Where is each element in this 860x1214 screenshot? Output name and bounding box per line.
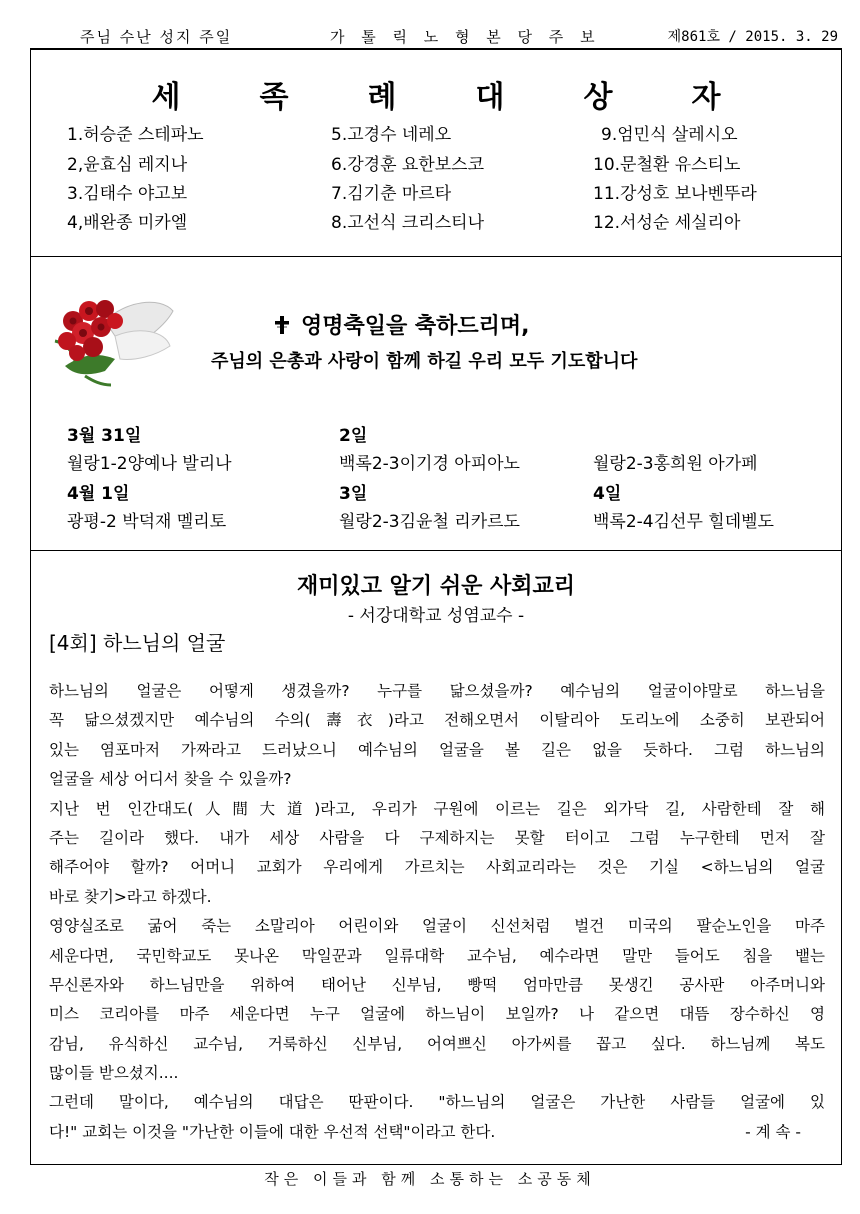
- text-line: [49, 1118, 825, 1147]
- feast-day-section: [30, 257, 842, 551]
- bulletin-footer: 작은 이들과 함께 소통하는 소공동체: [264, 1170, 596, 1188]
- title-char: 자: [691, 80, 721, 115]
- article-title: 재미있고 알기 쉬운 사회교리: [296, 573, 575, 599]
- feast-person: 백록2-3이기경 아피아노: [339, 454, 520, 474]
- foot-washing-section: [30, 48, 842, 257]
- article-author: - 서강대학교 성염교수 -: [347, 606, 525, 626]
- participant-name: 10.문철환 유스티노: [593, 155, 741, 175]
- text-line: 지난 번 인간대도(人間大道)라고, 우리가 구원에 이르는 길은 외가닥 길, 사람한테 잘 해: [49, 799, 825, 818]
- title-char: 족: [259, 80, 289, 115]
- text-line: 있는 염포마저 가짜라고 드러났으니 예수님의 얼굴을 볼 길은 없을 듯하다. 그럼 하느님의: [49, 740, 825, 759]
- title-char: 상: [583, 80, 613, 115]
- rose-bouquet-image: [45, 281, 177, 391]
- cross-icon: [271, 314, 293, 336]
- text-line-content: 다!" 교회는 이것을 "가난한 이들에 대한 우선적 선택"이라고 한다.: [49, 1122, 496, 1141]
- text-line: 해주어야 할까? 어머니 교회가 우리에게 가르치는 사회교리라는 것은 기실 <하느님의 얼굴: [49, 858, 825, 877]
- text-line: 영양실조로 굶어 죽는 소말리아 어린이와 얼굴이 신선처럼 벌건 미국의 팔순노인을 마주: [49, 917, 825, 936]
- text-line: 감님, 유식하신 교수님, 거룩하신 신부님, 어여쁘신 아가씨를 꼽고 싶다. 하느님께 복도: [49, 1034, 825, 1053]
- participant-name: 7.김기춘 마르타: [331, 184, 452, 204]
- article-heading: [4회] 하느님의 얼굴: [49, 631, 226, 655]
- participant-name: 8.고선식 크리스티나: [331, 213, 484, 233]
- article-paragraph: [49, 677, 825, 1147]
- title-char: 대: [475, 80, 505, 115]
- text-line: 주는 길이라 했다. 내가 세상 사람을 다 구제하지는 못할 터이고 그럼 누구한테 먼저 잘: [49, 828, 825, 847]
- text-line: 많이들 받으셨지....: [49, 1064, 179, 1083]
- text-line: 무신론자와 하느님만을 위하여 태어난 신부님, 빵떡 엄마만큼 못생긴 공사판 아주머니와: [49, 975, 825, 994]
- social-doctrine-article: [30, 551, 842, 1165]
- participant-name: 6.강경훈 요한보스코: [331, 155, 484, 175]
- feast-date: 4일: [593, 484, 622, 504]
- participant-name: 9.엄민식 살레시오: [601, 125, 738, 145]
- header-issue-date: 제861호 / 2015. 3. 29: [667, 29, 838, 45]
- feast-greeting-text: 영명축일을 축하드리며,: [301, 314, 530, 339]
- feast-date: 2일: [339, 426, 368, 446]
- participant-name: 5.고경수 네레오: [331, 125, 452, 145]
- feast-date: 3일: [339, 484, 368, 504]
- title-char: 세: [151, 80, 181, 115]
- participant-name: 11.강성호 보나벤뚜라: [593, 184, 757, 204]
- text-line: 꼭 닮으셨겠지만 예수님의 수의(壽衣)라고 전해오면서 이탈리아 도리노에 소중히 보관되어: [49, 711, 825, 730]
- header-parish-name: 가 톨 릭 노 형 본 당 주 보: [330, 28, 601, 46]
- text-line: 그런데 말이다, 예수님의 대답은 딴판이다. "하느님의 얼굴은 가난한 사람들 얼굴에 있: [49, 1093, 825, 1112]
- feast-person: 광평-2 박덕재 멜리토: [67, 512, 227, 532]
- participant-name: 4,배완종 미카엘: [67, 213, 188, 233]
- header-sunday-name: 주님 수난 성지 주일: [80, 28, 233, 46]
- participant-name: 1.허승준 스테파노: [67, 125, 204, 145]
- continued-marker: - 계 속 -: [745, 1122, 801, 1141]
- text-line: 바로 찾기>라고 하겠다.: [49, 887, 212, 906]
- participant-name: 3.김태수 야고보: [67, 184, 188, 204]
- participant-name: 12.서성순 세실리아: [593, 213, 741, 233]
- feast-prayer-line: 주님의 은총과 사랑이 함께 하길 우리 모두 기도합니다: [211, 351, 638, 372]
- feast-person: 백록2-4김선무 힐데벨도: [593, 512, 774, 532]
- participant-name: 2,윤효심 레지나: [67, 155, 188, 175]
- feast-date: 4월 1일: [67, 484, 130, 504]
- text-line: 미스 코리아를 마주 세운다면 누구 얼굴에 하느님이 보일까? 나 같으면 대뜸 장수하신 영: [49, 1005, 825, 1024]
- feast-person: 월랑2-3홍희원 아가페: [593, 454, 758, 474]
- section-title: [31, 72, 841, 116]
- title-char: 례: [367, 80, 397, 115]
- feast-date: 3월 31일: [67, 426, 142, 446]
- feast-person: 월랑2-3김윤철 리카르도: [339, 512, 520, 532]
- feast-greeting-line: [271, 309, 530, 340]
- text-line: 세운다면, 국민학교도 못나온 막일꾼과 일류대학 교수님, 예수라면 말만 들어도 침을 뱉는: [49, 946, 825, 965]
- text-line: 얼굴을 세상 어디서 찾을 수 있을까?: [49, 770, 292, 789]
- feast-person: 월랑1-2양예나 발리나: [67, 454, 232, 474]
- text-line: 하느님의 얼굴은 어떻게 생겼을까? 누구를 닮으셨을까? 예수님의 얼굴이야말로 하느님을: [49, 682, 825, 700]
